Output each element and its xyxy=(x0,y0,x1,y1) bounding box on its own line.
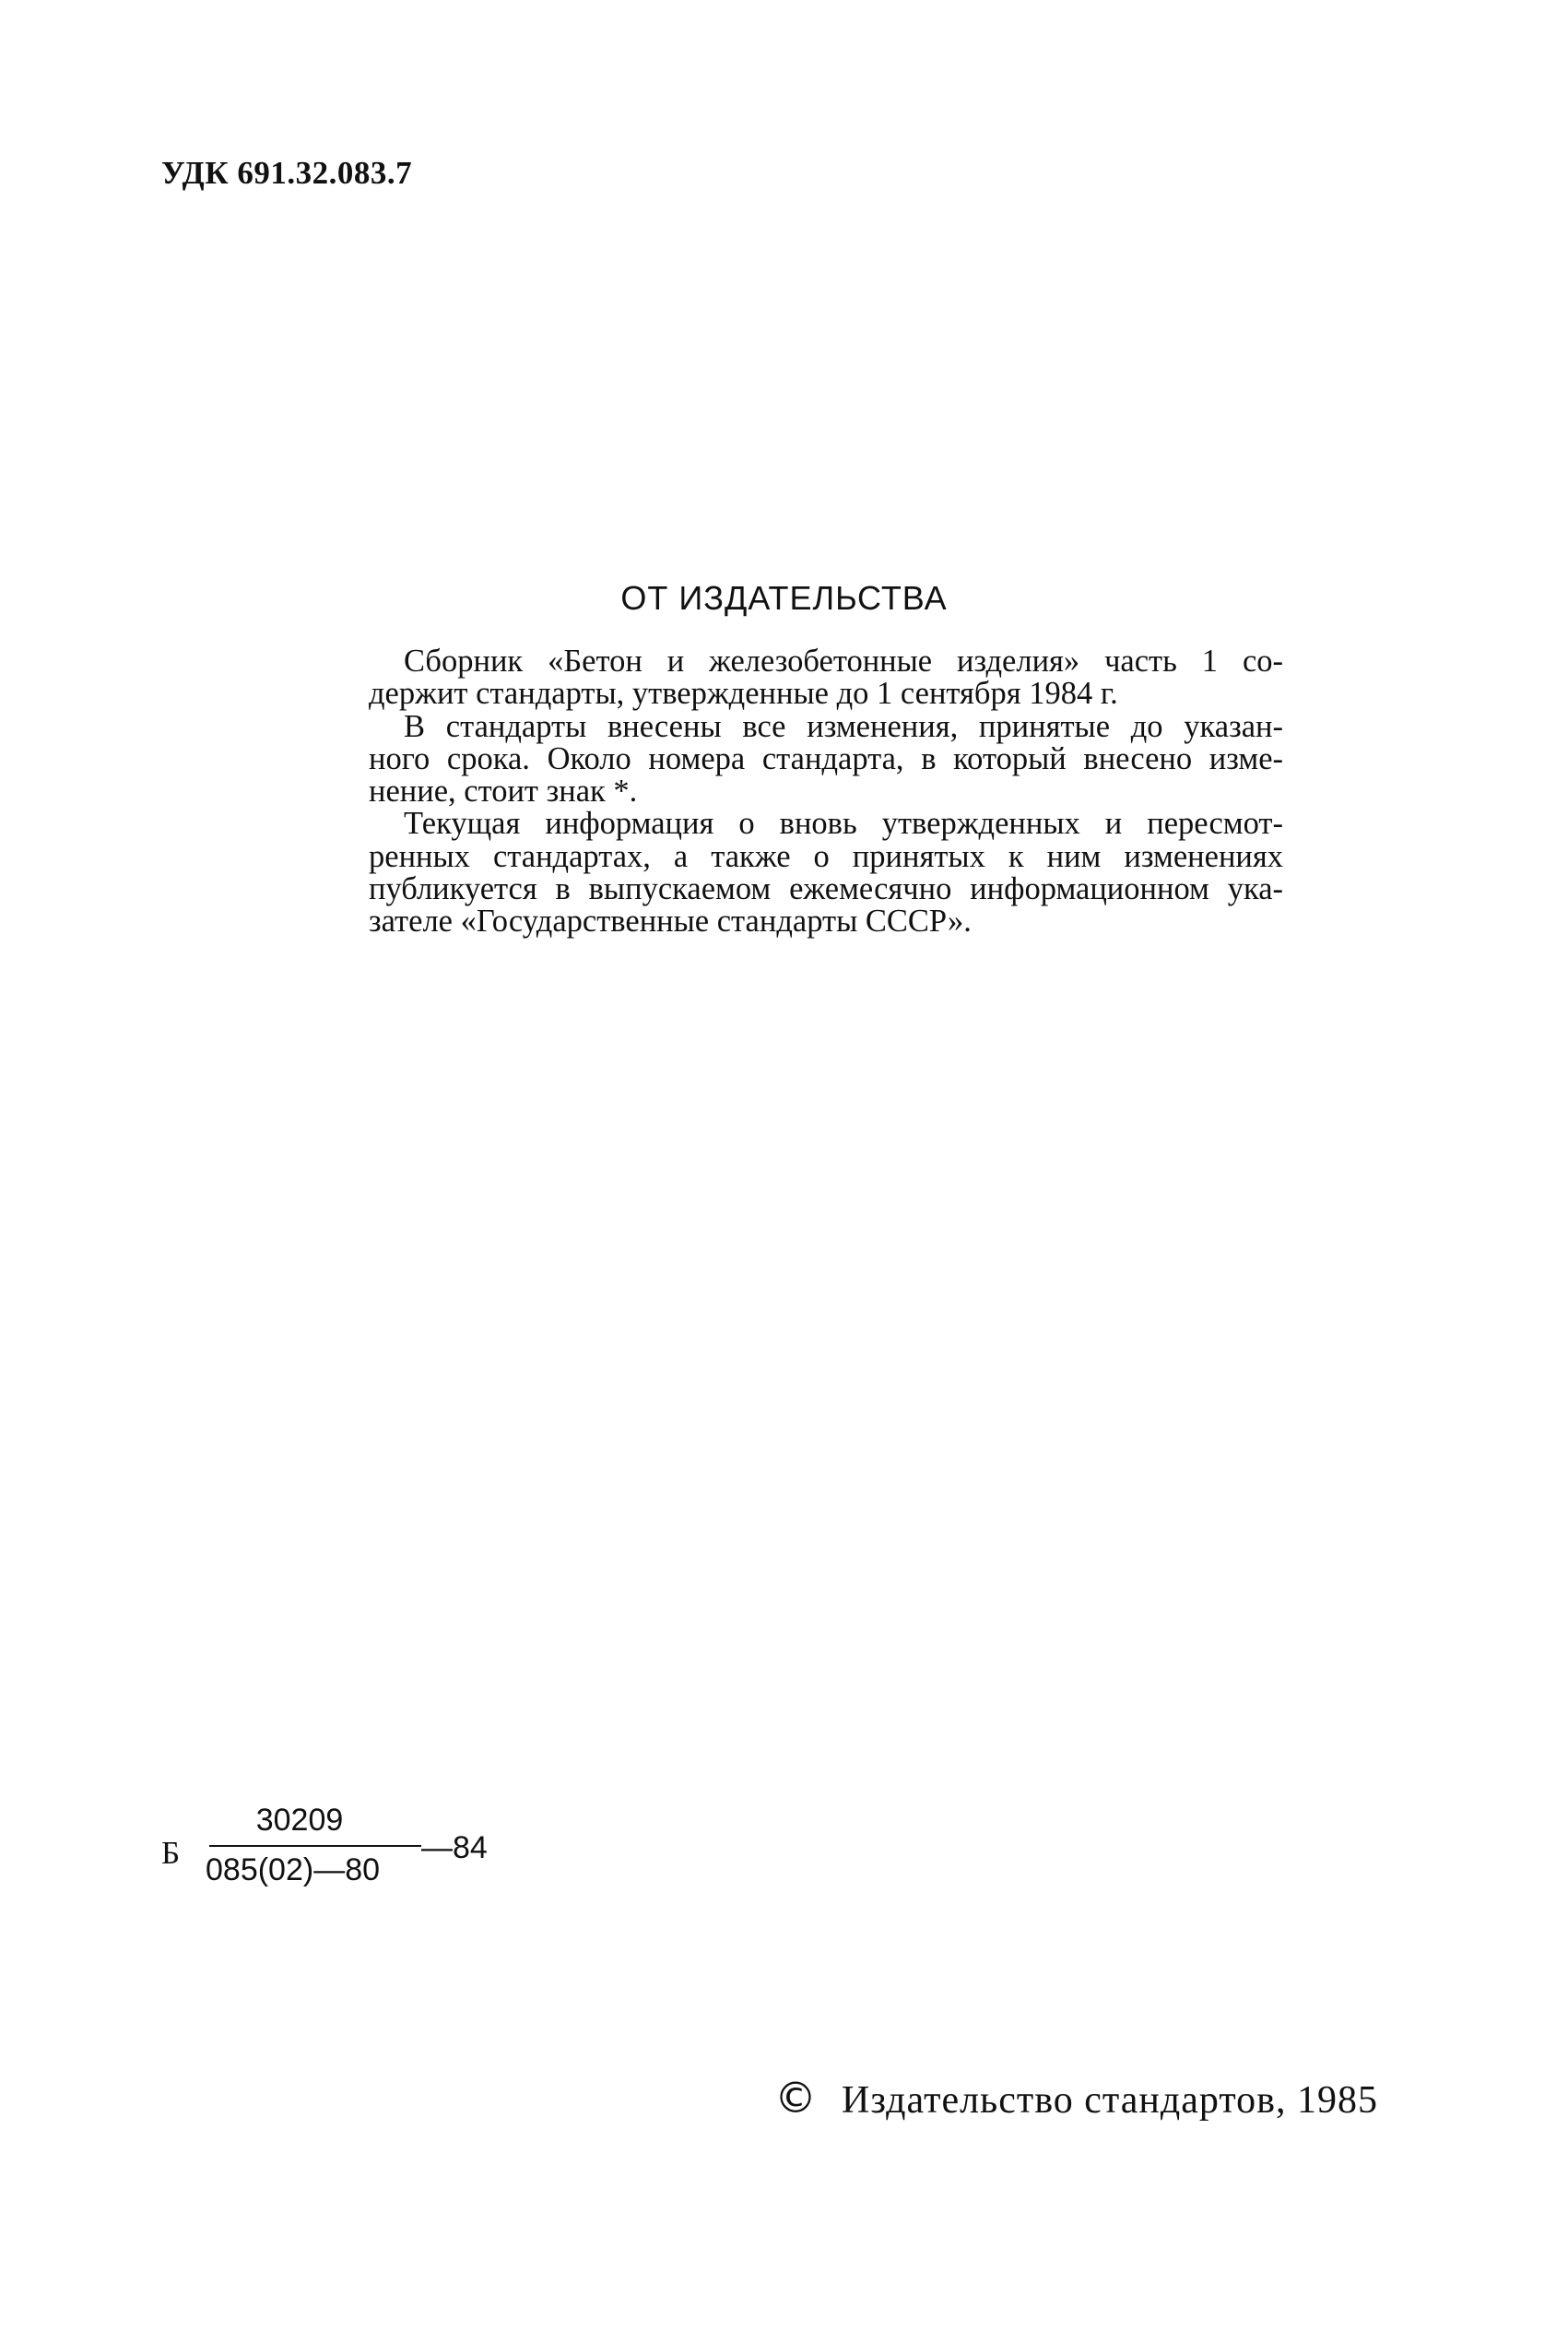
copyright-text: Издательство стандартов, 1985 xyxy=(842,2079,1378,2122)
copyright-line xyxy=(774,2073,1378,2123)
paragraph-3 xyxy=(334,808,1283,938)
catalog-index-numerator: 30209 xyxy=(255,1803,344,1838)
udk-code: УДК 691.32.083.7 xyxy=(161,155,413,191)
paragraph-2 xyxy=(334,708,1283,810)
text-line: Сборник «Бетон и железобетонные изделия» часть 1 со- xyxy=(404,644,1283,679)
text-line: В стандарты внесены все изменения, принятые до указан- xyxy=(404,708,1283,744)
copyright-icon: © xyxy=(774,2073,818,2123)
text-line: нение, стоит знак *. xyxy=(369,774,638,810)
paragraph-1 xyxy=(334,645,1283,711)
catalog-index-suffix: —84 xyxy=(421,1830,488,1865)
fraction-bar xyxy=(209,1845,421,1847)
section-heading: ОТ ИЗДАТЕЛЬСТВА xyxy=(620,579,948,617)
text-line: зателе «Государственные стандарты СССР». xyxy=(369,904,972,940)
text-line: публикуется в выпускаемом ежемесячно информационном ука- xyxy=(369,871,1283,907)
text-line: Текущая информация о вновь утвержденных и пересмот- xyxy=(404,806,1283,842)
text-line: ного срока. Около номера стандарта, в который внесено изме- xyxy=(369,740,1283,776)
text-line: держит стандарты, утвержденные до 1 сентября 1984 г. xyxy=(369,676,1118,712)
catalog-index-denominator: 085(02)—80 xyxy=(206,1852,381,1887)
text-line: ренных стандартах, а также о принятых к ним изменениях xyxy=(369,838,1283,874)
catalog-index-letter: Б xyxy=(161,1835,181,1871)
catalog-index-formula xyxy=(161,1803,493,1904)
publisher-note-body xyxy=(334,645,1283,939)
